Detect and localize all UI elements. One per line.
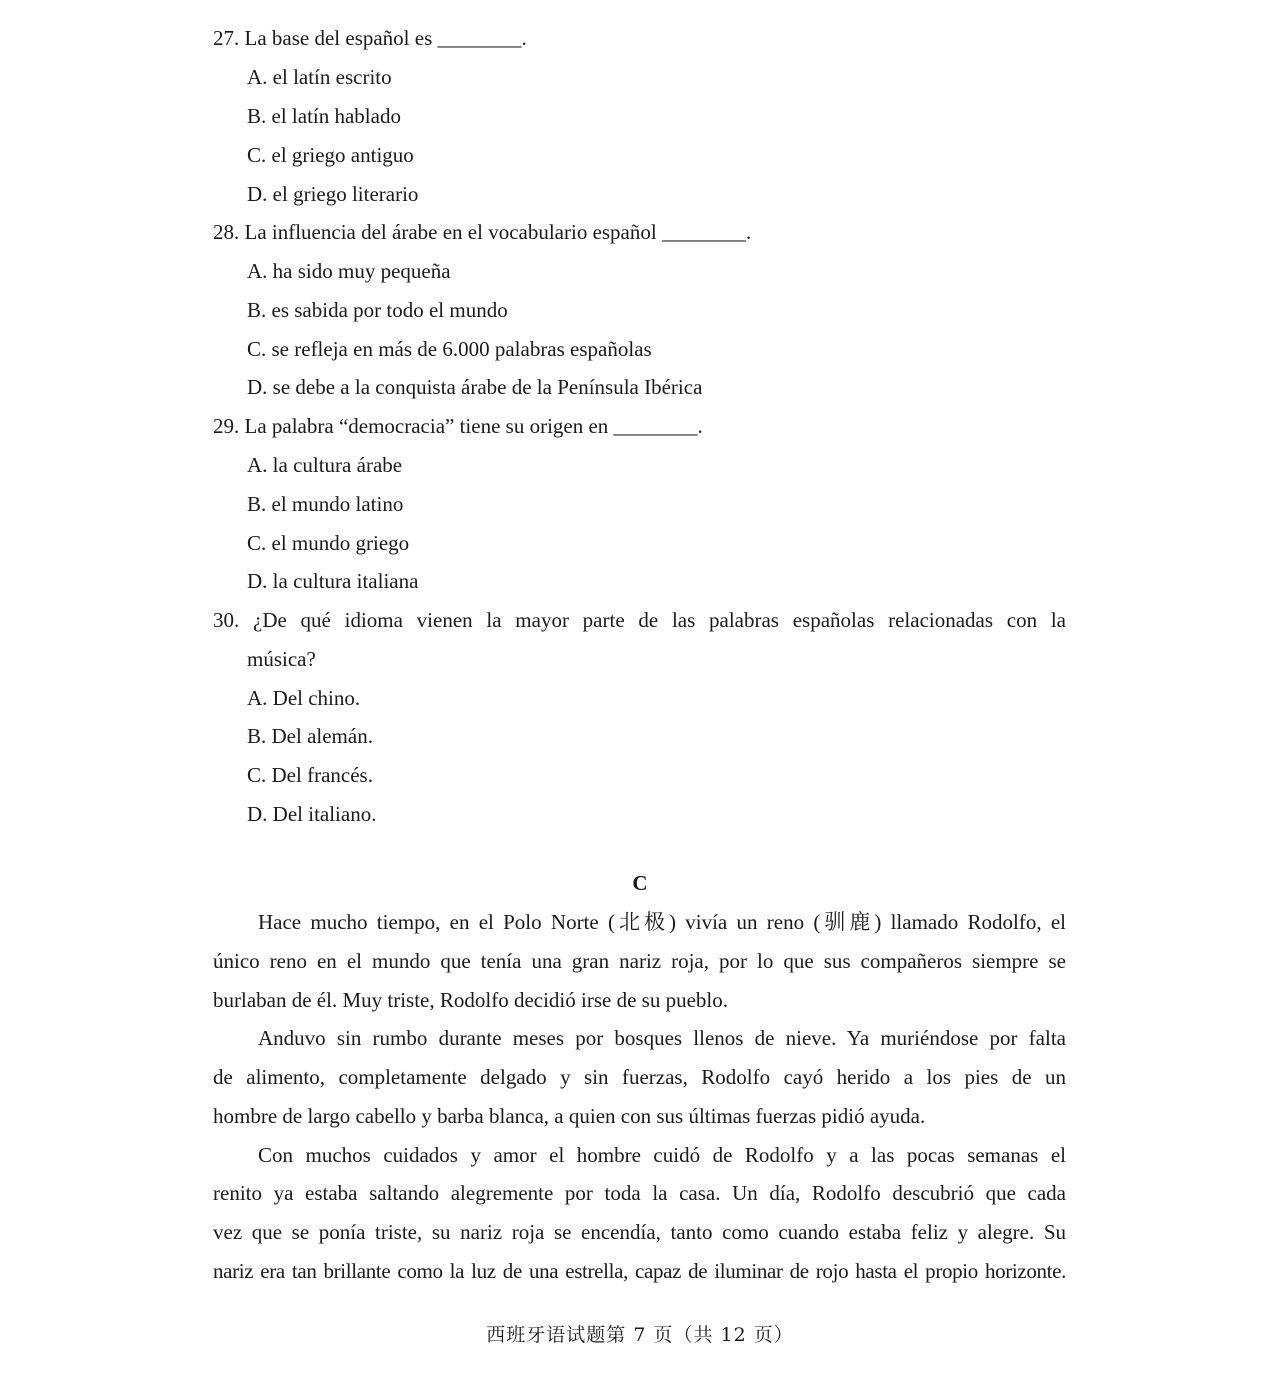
question-28-option-d: D. se debe a la conquista árabe de la Península Ibérica	[247, 375, 703, 399]
question-text: La base del español es ________.	[244, 26, 527, 50]
question-27-option-d: D. el griego literario	[247, 182, 419, 206]
paragraph-1-line-2: único reno en el mundo que tenía una gran nariz roja, por lo que sus compañeros siempre se	[213, 949, 1066, 973]
question-text: ¿De qué idioma vienen la mayor parte de las palabras españolas relacionadas con la	[253, 608, 1067, 632]
question-30-option-d: D. Del italiano.	[247, 802, 377, 826]
question-30-option-c: C. Del francés.	[247, 763, 373, 787]
question-30-option-b: B. Del alemán.	[247, 724, 373, 748]
question-27-option-b: B. el latín hablado	[247, 104, 401, 128]
paragraph-3-line-3: vez que se ponía triste, su nariz roja se encendía, tanto como cuando estaba feliz y alegre. Su	[213, 1220, 1066, 1244]
question-28-stem	[213, 219, 751, 245]
question-28-option-a: A. ha sido muy pequeña	[247, 259, 451, 283]
question-number: 29.	[213, 414, 240, 438]
question-27-option-c: C. el griego antiguo	[247, 143, 414, 167]
paragraph-1-line-3: burlaban de él. Muy triste, Rodolfo decidió irse de su pueblo.	[213, 988, 728, 1012]
question-text: La influencia del árabe en el vocabulario español ________.	[244, 220, 752, 244]
paragraph-2-line-3: hombre de largo cabello y barba blanca, a quien con sus últimas fuerzas pidió ayuda.	[213, 1104, 926, 1128]
question-29-option-b: B. el mundo latino	[247, 492, 404, 516]
question-28-option-c: C. se refleja en más de 6.000 palabras españolas	[247, 337, 652, 361]
section-heading: C	[632, 871, 648, 895]
question-27-option-a: A. el latín escrito	[247, 65, 392, 89]
paragraph-2-line-1: Anduvo sin rumbo durante meses por bosques llenos de nieve. Ya muriéndose por falta	[258, 1026, 1066, 1050]
question-number: 28.	[213, 220, 240, 244]
question-28-option-b: B. es sabida por todo el mundo	[247, 298, 508, 322]
paragraph-3-line-2: renito ya estaba saltando alegremente por toda la casa. Un día, Rodolfo descubrió que cada	[213, 1181, 1066, 1205]
question-number: 30.	[213, 608, 240, 632]
question-29-stem	[213, 413, 703, 439]
question-30-option-a: A. Del chino.	[247, 686, 361, 710]
question-29-option-a: A. la cultura árabe	[247, 453, 403, 477]
question-29-option-d: D. la cultura italiana	[247, 569, 419, 593]
question-29-option-c: C. el mundo griego	[247, 531, 410, 555]
paragraph-3-line-1: Con muchos cuidados y amor el hombre cuidó de Rodolfo y a las pocas semanas el	[258, 1143, 1066, 1167]
question-27-stem	[213, 25, 527, 51]
paragraph-2-line-2: de alimento, completamente delgado y sin fuerzas, Rodolfo cayó herido a los pies de un	[213, 1065, 1066, 1089]
page-footer: 西班牙语试题第 7 页（共 12 页）	[486, 1324, 794, 1346]
question-text: La palabra “democracia” tiene su origen en ________.	[244, 414, 703, 438]
paragraph-1-line-1: Hace mucho tiempo, en el Polo Norte (北极) vivía un reno (驯鹿) llamado Rodolfo, el	[258, 910, 1066, 934]
question-30-stem-line1	[213, 607, 1066, 633]
paragraph-3-line-4: nariz era tan brillante como la luz de una estrella, capaz de iluminar de rojo hasta el propio horizonte.	[213, 1259, 1066, 1283]
question-30-stem-line2: música?	[247, 647, 316, 671]
question-number: 27.	[213, 26, 240, 50]
